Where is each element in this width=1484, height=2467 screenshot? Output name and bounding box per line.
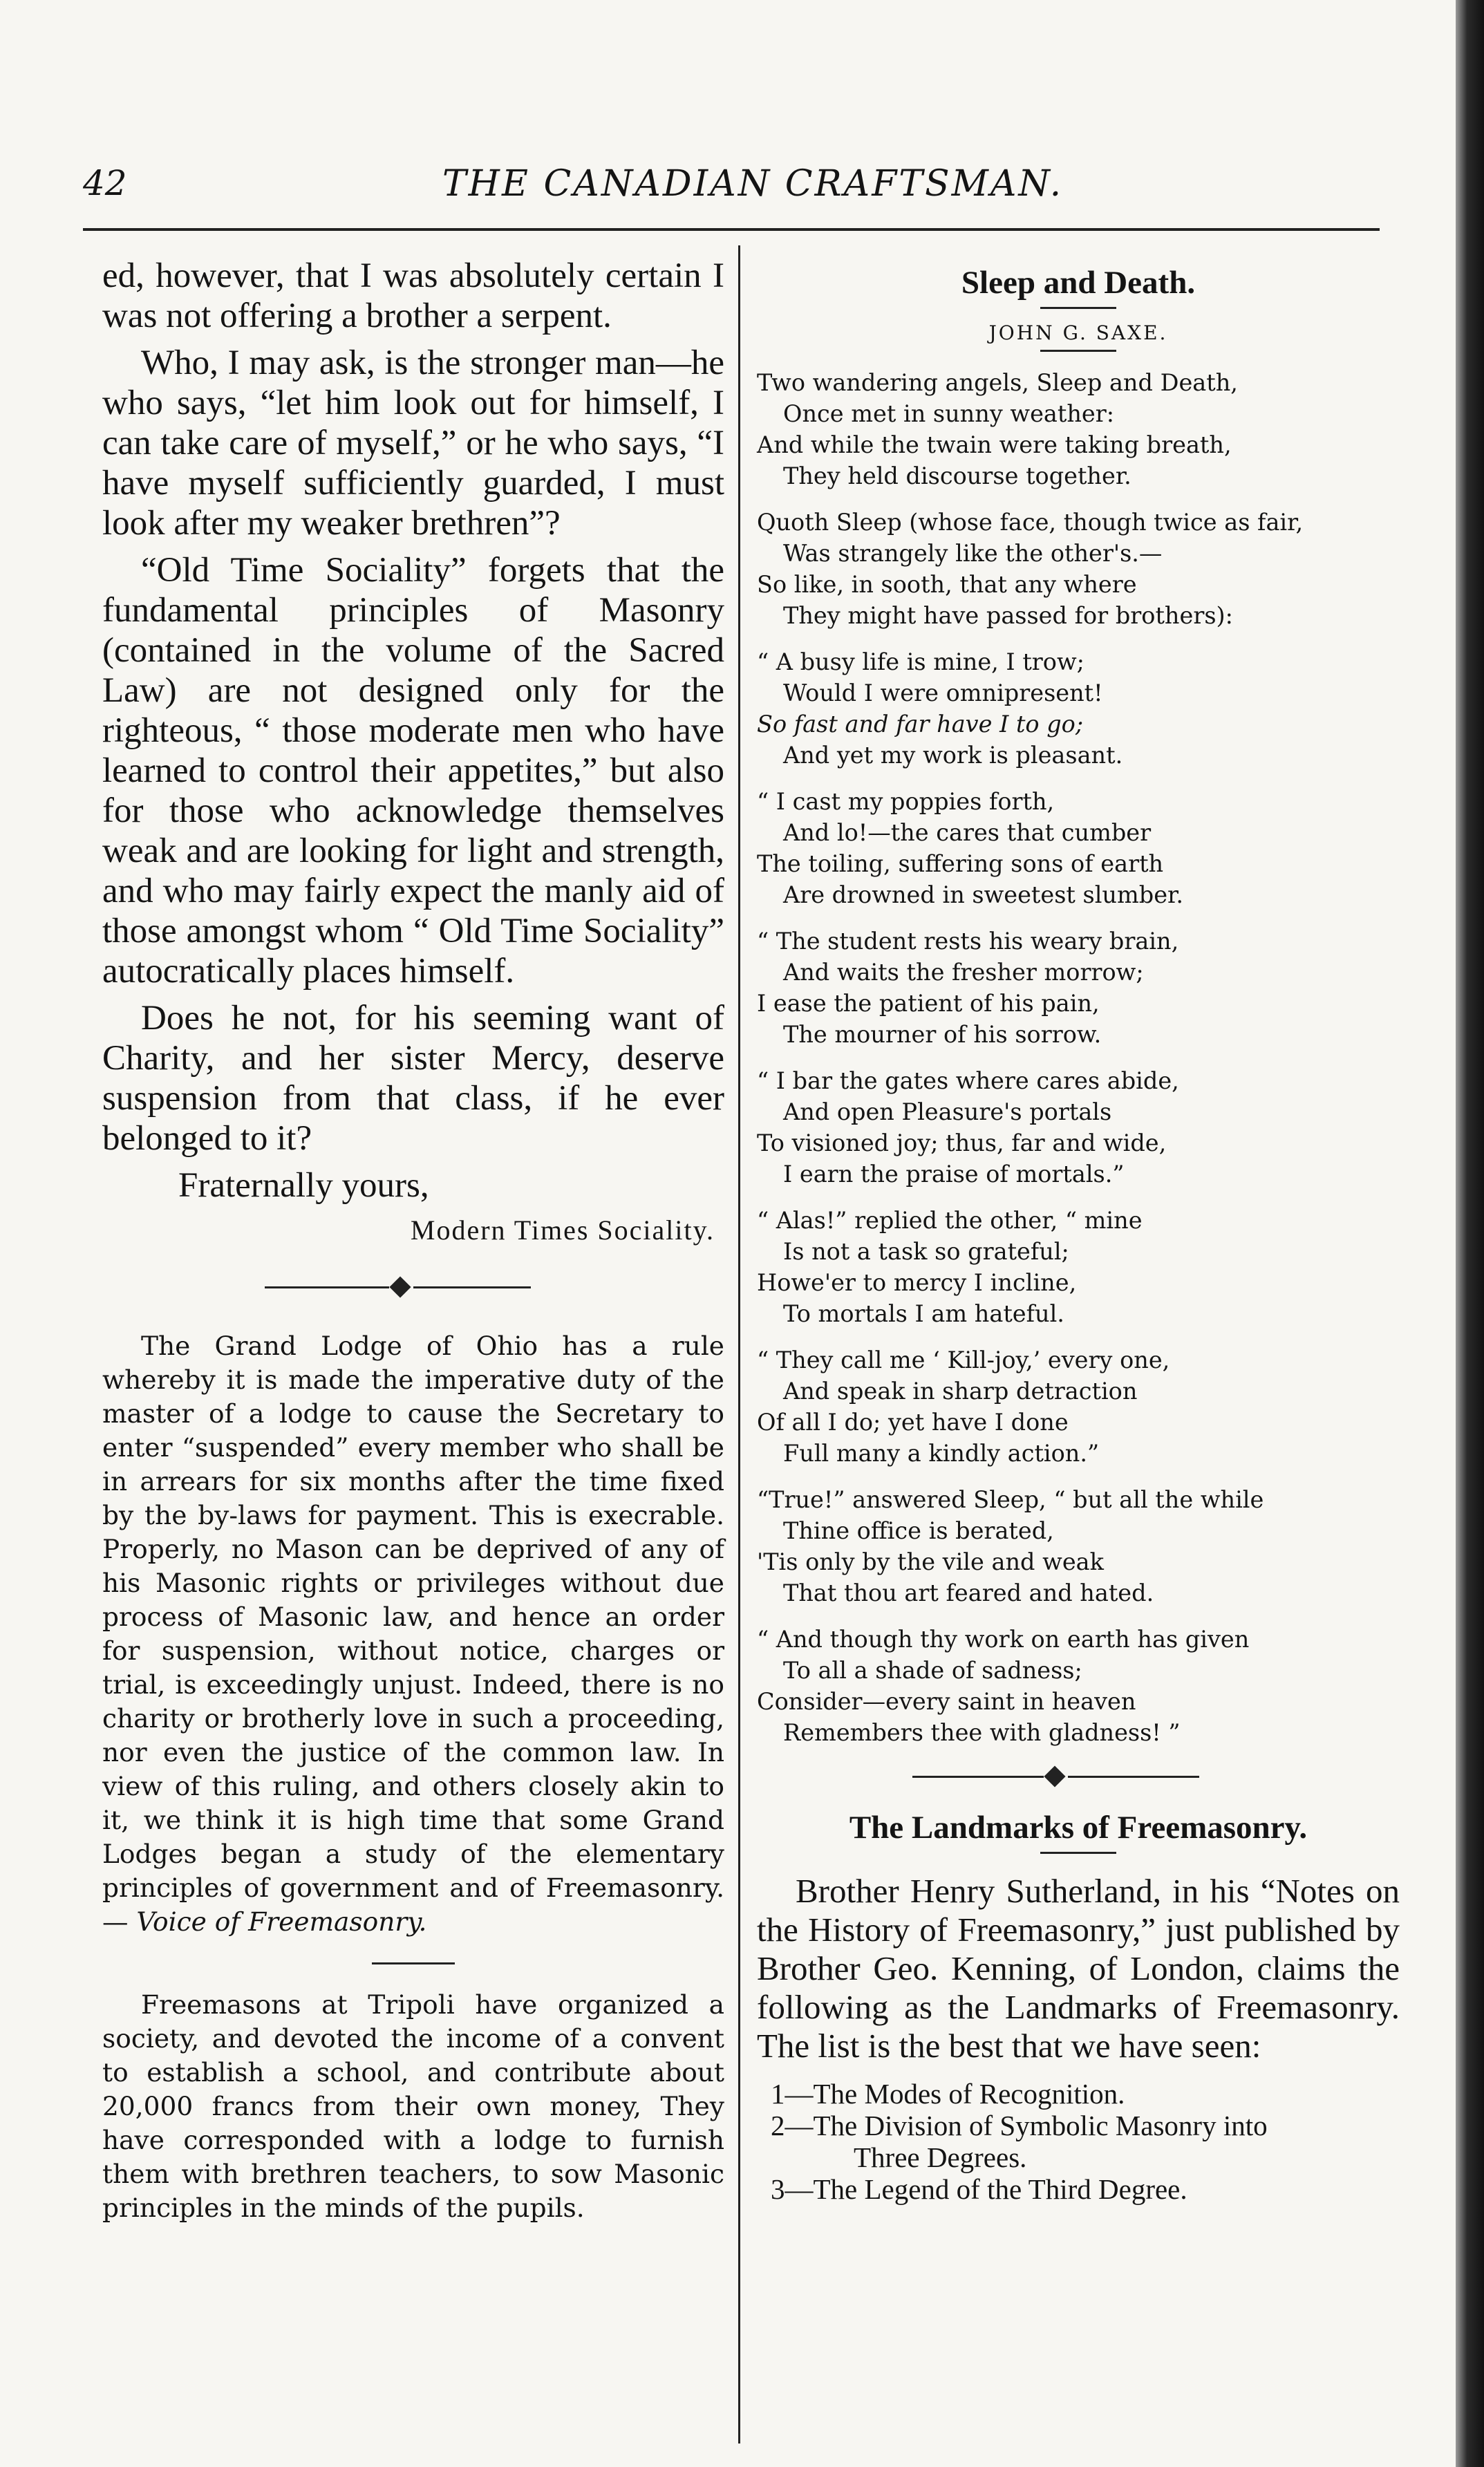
poem-line: Remembers thee with gladness! ” [783,1719,1181,1746]
poem-author: JOHN G. SAXE. [988,321,1168,344]
ohio-item-source: Voice of Freemasonry. [136,1906,427,1937]
landmark-item-continuation: Three Degrees. [854,2141,1027,2173]
poem-stanza [757,507,1400,631]
letter-closing: Fraternally yours, [178,1166,429,1205]
poem-line: And yet my work is pleasant. [783,742,1123,769]
poem-title-rule [1040,307,1116,309]
poem-stanza [757,367,1400,491]
poem-line: Of all I do; yet have I done [757,1409,1069,1436]
poem-stanza [757,1344,1400,1469]
landmarks-list [757,2078,1400,2205]
poem-line: “ I bar the gates where cares abide, [757,1067,1179,1094]
poem-stanza [757,786,1400,910]
poem-line: Two wandering angels, Sleep and Death, [757,369,1238,396]
section-ornament [102,1274,724,1302]
letter-paragraph-2: Who, I may ask, is the stronger man—he who says, “let him look out for himself, I can take care of myself,” or he who says, “I have myself sufficiently guarded, I must look after my weaker brethren”? [102,344,724,543]
poem-line: They might have passed for brothers): [783,602,1233,629]
poem-line: “ A busy life is mine, I trow; [757,648,1084,675]
page-number: 42 [83,163,127,203]
poem-line: “ I cast my poppies forth, [757,788,1055,815]
poem-line: And lo!—the cares that cumber [783,819,1152,846]
left-column [102,256,724,2225]
poem-line: So fast and far have I to go; [757,711,1084,738]
poem-line: That thou art feared and hated. [783,1579,1154,1606]
poem-stanza [757,1205,1400,1329]
landmarks-title: The Landmarks of Freemasonry. [849,1810,1308,1846]
page-edge-shadow [1456,0,1484,2467]
poem-line: “ They call me ‘ Kill-joy,’ every one, [757,1347,1170,1373]
poem-line: I earn the praise of mortals.” [783,1161,1125,1188]
poem-line: And while the twain were taking breath, [757,431,1232,458]
poem-line: Was strangely like the other's.— [783,540,1163,567]
poem-line: Quoth Sleep (whose face, though twice as fair, [757,509,1304,536]
poem-line: Consider—every saint in heaven [757,1688,1136,1715]
poem-line: To mortals I am hateful. [783,1300,1064,1327]
poem-stanza [757,926,1400,1050]
poem-line: And open Pleasure's portals [783,1098,1112,1125]
column-divider [738,245,740,2443]
ohio-item-text: The Grand Lodge of Ohio has a rule whereby it is made the imperative duty of the master of a lodge to cause the Secretary to enter “suspended” every member who shall be in arrears for six months after the time fixed by the by-laws for payment. This is execrable. Properly, no Mason can be deprived of any of his Masonic rights or privileges without due process of Masonic law, and hence an order for suspension, without notice, charges or trial, is exceedingly unjust. Indeed, there is no charity or brotherly love in such a proceeding, nor even the justice of the common law. In view of this ruling, and others closely akin to it, we think it is high time that some Grand Lodges began a study of the elementary principles of government and of Freemasonry. — [102,1331,724,1937]
poem-line: And speak in sharp detraction [783,1378,1138,1405]
section-ornament [757,1763,1400,1791]
landmark-item: 2—The Division of Symbolic Masonry into [771,2110,1268,2141]
letter-paragraph-1: ed, however, that I was absolutely certain I was not offering a brother a serpent. [102,256,724,335]
poem-line: To visioned joy; thus, far and wide, [757,1129,1167,1156]
poem-line: Would I were omnipresent! [783,679,1103,706]
poem-line: “True!” answered Sleep, “ but all the while [757,1486,1264,1513]
letter-paragraph-4: Does he not, for his seeming want of Charity, and her sister Mercy, deserve suspension from that class, if he ever belonged to it? [102,999,724,1158]
poem-line: Full many a kindly action.” [783,1440,1100,1467]
poem-line: “ Alas!” replied the other, “ mine [757,1207,1143,1234]
letter-paragraph-3: “Old Time Sociality” forgets that the fundamental principles of Masonry (contained in the volume of the Sacred Law) are not designed only for the righteous, “ those moderate men who have learned to control their appetites,” but also for those who acknowledge themselves weak and are looking for light and strength, and who may fairly expect the manly aid of those amongst whom “ Old Time Sociality” autocratically places himself. [102,551,724,991]
poem-author-rule [1040,350,1116,352]
header-rule [83,228,1380,231]
poem-line: 'Tis only by the vile and weak [757,1548,1104,1575]
poem-line: To all a shade of sadness; [783,1657,1082,1684]
right-column [757,256,1400,2205]
landmarks-intro: Brother Henry Sutherland, in his “Notes on the History of Freemasonry,” just published by Brother Geo. Kenning, of London, claims the following as the Landmarks of Freemasonry. The list is the best that we have seen: [757,1872,1400,2065]
poem-line: They held discourse together. [783,462,1131,489]
poem-title: Sleep and Death. [961,265,1196,301]
landmarks-title-rule [1040,1852,1116,1854]
poem-line: The mourner of his sorrow. [783,1021,1102,1048]
landmark-item: 1—The Modes of Recognition. [771,2078,1125,2110]
poem-line: I ease the patient of his pain, [757,990,1100,1017]
tripoli-item: Freemasons at Tripoli have organized a society, and devoted the income of a convent to establish a school, and contribute about 20,000 francs from their own money, They have corresponded with a lodge to furnish them with brethren teachers, to sow Masonic principles in the minds of the pupils. [102,1989,724,2223]
poem-line: Is not a task so grateful; [783,1238,1069,1265]
running-title: THE CANADIAN CRAFTSMAN. [442,163,1064,205]
letter-signature: Modern Times Sociality. [410,1214,715,1246]
poem-line: Are drowned in sweetest slumber. [783,881,1184,908]
poem-line: “ And though thy work on earth has given [757,1626,1250,1653]
poem-stanza [757,646,1400,771]
poem-line: So like, in sooth, that any where [757,571,1137,598]
poem-line: Thine office is berated, [783,1517,1054,1544]
poem-stanza [757,1484,1400,1608]
poem-line: Once met in sunny weather: [783,400,1115,427]
landmark-item: 3—The Legend of the Third Degree. [771,2173,1187,2205]
poem-line: “ The student rests his weary brain, [757,928,1179,955]
ohio-item [102,1329,724,1939]
poem-line: And waits the fresher morrow; [783,959,1144,986]
poem-stanza [757,1065,1400,1190]
poem-line: The toiling, suffering sons of earth [757,850,1164,877]
poem-line: Howe'er to mercy I incline, [757,1269,1077,1296]
poem-stanza [757,1624,1400,1748]
